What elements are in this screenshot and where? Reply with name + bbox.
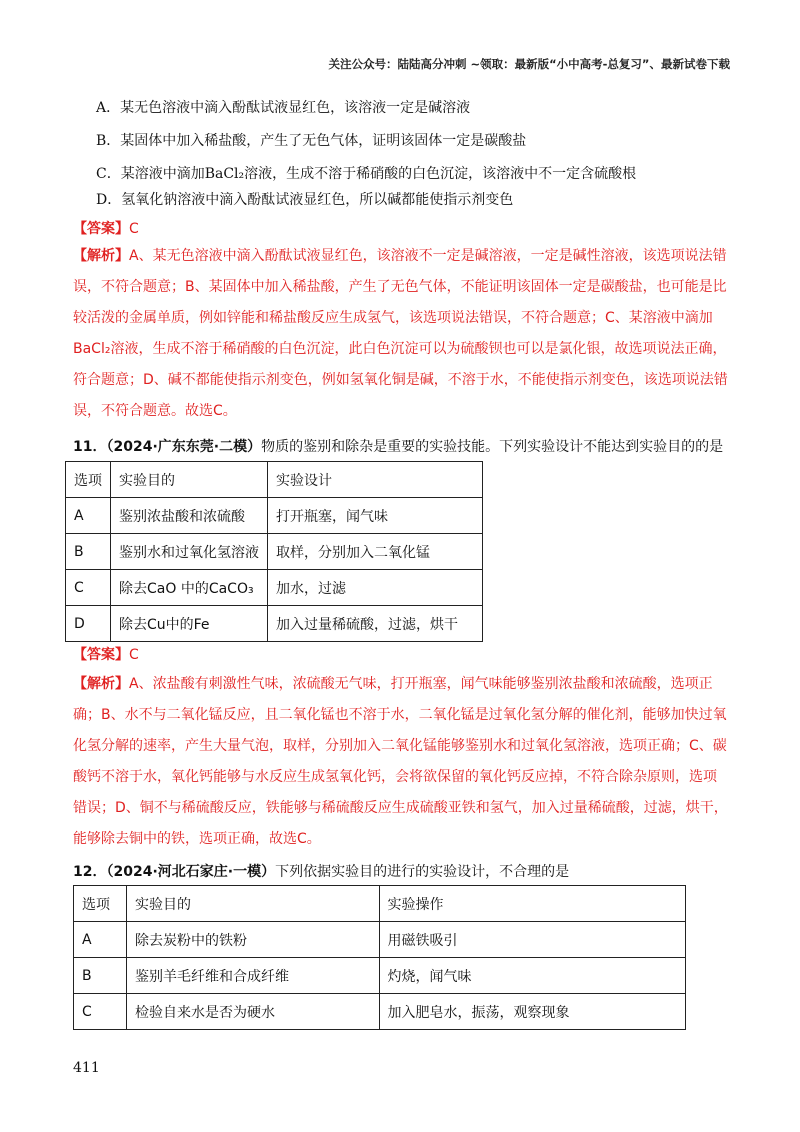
- option-a: A．某无色溶液中滴入酚酞试液显红色，该溶液一定是碱溶液: [96, 100, 471, 116]
- analysis-label: 【解析】: [73, 676, 129, 692]
- question-12: [73, 861, 569, 881]
- table-cell: C: [74, 994, 127, 1030]
- analysis-label: 【解析】: [73, 248, 129, 264]
- table-cell: 灼烧，闻气味: [379, 958, 685, 994]
- answer-1: [73, 218, 139, 238]
- answer-label: 【答案】: [73, 221, 129, 237]
- answer-label: 【答案】: [73, 647, 129, 663]
- table-cell: 鉴别水和过氧化氢溶液: [111, 534, 268, 570]
- table-cell: A: [66, 498, 111, 534]
- header-cell: 实验目的: [126, 886, 379, 922]
- question-text: 物质的鉴别和除杂是重要的实验技能。下列实验设计不能达到实验目的的是: [261, 439, 724, 455]
- header-cell: 选项: [66, 462, 111, 498]
- option-b: B．某固体中加入稀盐酸，产生了无色气体，证明该固体一定是碳酸盐: [96, 133, 527, 149]
- table-cell: 取样，分别加入二氧化锰: [268, 534, 483, 570]
- question-number: 12．: [73, 864, 107, 880]
- page-header: 关注公众号：陆陆高分冲刺 ~领取：最新版“小中高考-总复习”、最新试卷下载: [328, 57, 730, 71]
- table-q12: [73, 885, 686, 1030]
- header-cell: 选项: [74, 886, 127, 922]
- option-c: C．某溶液中滴加BaCl₂溶液，生成不溶于稀硝酸的白色沉淀，该溶液中不一定含硫酸根: [96, 166, 637, 182]
- header-cell: 实验设计: [268, 462, 483, 498]
- table-row: [74, 922, 686, 958]
- table-cell: 加入肥皂水，振荡，观察现象: [379, 994, 685, 1030]
- table-row: [66, 498, 483, 534]
- question-source: （2024·广东东莞·二模）: [106, 439, 262, 455]
- table-cell: D: [66, 606, 111, 642]
- table-cell: 加水，过滤: [268, 570, 483, 606]
- header-cell: 实验操作: [379, 886, 685, 922]
- header-cell: 实验目的: [111, 462, 268, 498]
- table-cell: B: [66, 534, 111, 570]
- answer-value: C: [129, 221, 139, 237]
- analysis-1: [73, 241, 729, 427]
- table-cell: 除去Cu中的Fe: [111, 606, 268, 642]
- answer-2: [73, 644, 139, 664]
- answer-value: C: [129, 647, 139, 663]
- analysis-text: A、浓盐酸有刺激性气味，浓硫酸无气味，打开瓶塞，闻气味能够鉴别浓盐酸和浓硫酸，选项正确；B、水不与二氧化锰反应，且二氧化锰也不溶于水，二氧化锰是过氧化氢分解的催化剂，能够加快过氧化氢分解的速率，产生大量气泡，取样，分别加入二氧化锰能够鉴别水和过氧化氢溶液，选项正确；C、碳酸钙不溶于水，氧化钙能够与水反应生成氢氧化钙，会将欲保留的氧化钙反应掉，不符合除杂原则，选项错误；D、铜不与稀硫酸反应，铁能够与稀硫酸反应生成硫酸亚铁和氢气，加入过量稀硫酸，过滤，烘干，能够除去铜中的铁，选项正确，故选C。: [73, 676, 728, 847]
- table-row: [66, 570, 483, 606]
- table-row: [66, 534, 483, 570]
- question-11: [73, 436, 723, 456]
- option-d: D．氢氧化钠溶液中滴入酚酞试液显红色，所以碱都能使指示剂变色: [96, 192, 514, 208]
- table-cell: 除去CaO 中的CaCO₃: [111, 570, 268, 606]
- table-cell: 除去炭粉中的铁粉: [126, 922, 379, 958]
- table-row: [74, 958, 686, 994]
- table-cell: 鉴别羊毛纤维和合成纤维: [126, 958, 379, 994]
- analysis-2: [73, 669, 729, 855]
- question-number: 11．: [73, 439, 107, 455]
- table-cell: 鉴别浓盐酸和浓硫酸: [111, 498, 268, 534]
- table-cell: C: [66, 570, 111, 606]
- table-row: [66, 606, 483, 642]
- table-cell: 打开瓶塞，闻气味: [268, 498, 483, 534]
- table-row: [74, 994, 686, 1030]
- table-cell: B: [74, 958, 127, 994]
- table-cell: 加入过量稀硫酸，过滤，烘干: [268, 606, 483, 642]
- page-number: 411: [73, 1060, 100, 1076]
- table-cell: 用磁铁吸引: [379, 922, 685, 958]
- question-text: 下列依据实验目的进行的实验设计，不合理的是: [275, 864, 570, 880]
- table-cell: 检验自来水是否为硬水: [126, 994, 379, 1030]
- table-q11: [65, 461, 483, 642]
- analysis-text: A、某无色溶液中滴入酚酞试液显红色，该溶液不一定是碱溶液，一定是碱性溶液，该选项说法错误，不符合题意；B、某固体中加入稀盐酸，产生了无色气体，不能证明该固体一定是碳酸盐，也可能是比较活泼的金属单质，例如锌能和稀盐酸反应生成氢气，该选项说法错误，不符合题意；C、某溶液中滴加BaCl₂溶液，生成不溶于稀硝酸的白色沉淀，此白色沉淀可以为硫酸钡也可以是氯化银，故选项说法正确，符合题意；D、碱不都能使指示剂变色，例如氢氧化铜是碱，不溶于水，不能使指示剂变色，该选项说法错误，不符合题意。故选C。: [73, 248, 728, 419]
- table-header-row: [74, 886, 686, 922]
- table-cell: A: [74, 922, 127, 958]
- question-source: （2024·河北石家庄·一模）: [106, 864, 276, 880]
- table-header-row: [66, 462, 483, 498]
